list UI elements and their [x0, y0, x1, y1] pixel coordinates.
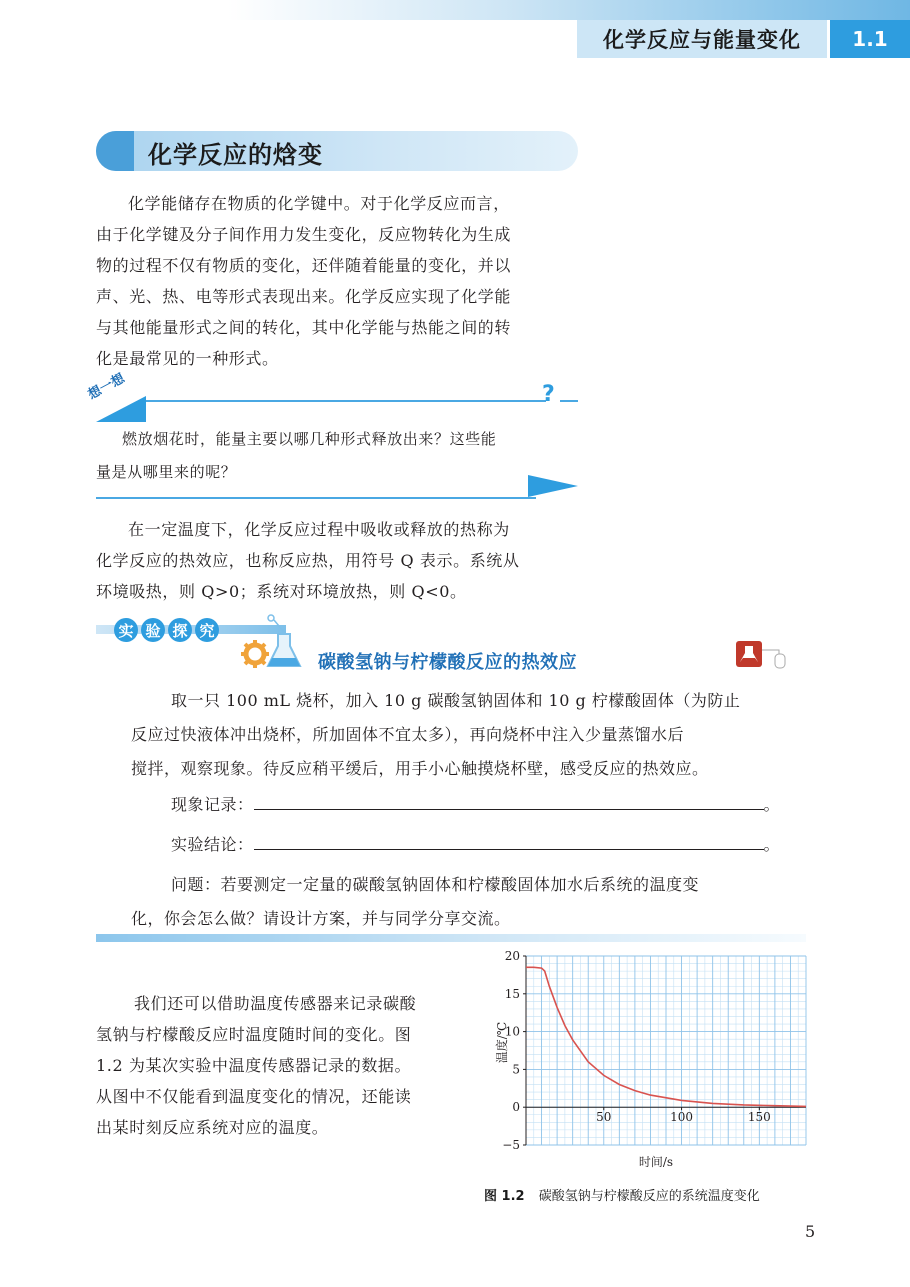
heat-line: 环境吸热，则 Q>0；系统对环境放热，则 Q<0。: [96, 582, 467, 601]
chapter-title: 化学反应与能量变化: [577, 20, 827, 58]
intro-line: 化是最常见的一种形式。: [96, 349, 279, 368]
experiment-line: 搅拌，观察现象。待反应稍平缓后，用手小心触摸烧杯壁，感受反应的热效应。: [131, 759, 709, 778]
experiment-question: [131, 868, 781, 936]
header-gradient-bar: [0, 0, 910, 20]
intro-paragraph: [96, 188, 578, 374]
heat-line: 在一定温度下，化学反应过程中吸收或释放的热称为: [128, 520, 510, 539]
temperature-chart: [470, 940, 820, 1175]
section-heading: [96, 131, 578, 171]
experiment-label-char: 验: [141, 618, 165, 642]
experiment-label-char: 实: [114, 618, 138, 642]
y-tick-label: 0: [512, 1100, 520, 1115]
arrow-right-icon: [528, 475, 578, 497]
chart-x-axis-label: 时间/s: [638, 1155, 674, 1169]
y-tick-label: 20: [504, 949, 520, 963]
heat-line: 化学反应的热效应，也称反应热，用符号 Q 表示。系统从: [96, 551, 520, 570]
x-tick-label: 100: [670, 1110, 694, 1125]
gear-flask-icon: [238, 612, 308, 672]
x-tick-label: 150: [747, 1110, 771, 1125]
page-number: 5: [805, 1222, 816, 1241]
intro-line: 由于化学键及分子间作用力发生变化，反应物转化为生成: [96, 225, 512, 244]
record-end-mark: 。: [763, 795, 781, 814]
conclusion-label: 实验结论：: [171, 835, 254, 854]
figure-caption: [484, 1185, 760, 1204]
y-tick-label: 5: [512, 1062, 520, 1077]
question-mark-icon: ?: [542, 382, 555, 407]
experiment-question-line: 化，你会怎么做？请设计方案，并与同学分享交流。: [131, 909, 511, 928]
figure-caption-text: 碳酸氢钠与柠檬酸反应的系统温度变化: [538, 1189, 760, 1204]
intro-line: 物的过程不仅有物质的变化，还伴随着能量的变化，并以: [96, 256, 512, 275]
think-line: 燃放烟花时，能量主要以哪几种形式释放出来？这些能: [122, 430, 497, 448]
intro-line: 与其他能量形式之间的转化，其中化学能与热能之间的转: [96, 318, 512, 337]
experiment-label-char: 究: [195, 618, 219, 642]
lab-safety-icon: [735, 640, 805, 670]
figure-number: 图 1.2: [484, 1189, 525, 1204]
y-tick-label: 15: [504, 986, 520, 1001]
sensor-line: 1.2 为某次实验中温度传感器记录的数据。: [96, 1056, 412, 1075]
sensor-line: 从图中不仅能看到温度变化的情况，还能读: [96, 1087, 412, 1106]
conclusion-end-mark: 。: [763, 835, 781, 854]
experiment-question-line: 问题：若要测定一定量的碳酸氢钠固体和柠檬酸固体加水后系统的温度变: [171, 875, 700, 894]
section-title: 化学反应的焓变: [148, 141, 323, 169]
sensor-line: 出某时刻反应系统对应的温度。: [96, 1118, 329, 1137]
gear-icon: [241, 640, 269, 668]
flask-icon: [268, 615, 300, 666]
think-top-rule: [146, 400, 546, 402]
chart-x-ticks: [596, 1107, 771, 1124]
experiment-title: 碳酸氢钠与柠檬酸反应的热效应: [318, 652, 577, 673]
intro-line: 化学能储存在物质的化学键中。对于化学反应而言，: [128, 194, 510, 213]
think-label: 想一想: [85, 371, 128, 403]
section-heading-accent: [96, 131, 134, 171]
record-blank-line: [254, 789, 764, 810]
sensor-paragraph: [96, 988, 466, 1143]
experiment-label-char: 探: [168, 618, 192, 642]
think-question: [96, 423, 578, 489]
heat-paragraph: [96, 514, 578, 607]
think-corner-triangle: [96, 396, 146, 422]
y-tick-label: 10: [504, 1024, 520, 1039]
x-tick-label: 50: [596, 1110, 612, 1125]
record-label: 现象记录：: [171, 795, 254, 814]
think-line: 量是从哪里来的呢？: [96, 463, 237, 481]
think-top-rule-end: [560, 400, 578, 402]
conclusion-row: [131, 828, 781, 862]
record-row: [131, 788, 781, 822]
think-bottom-rule: [96, 497, 536, 499]
sensor-line: 氢钠与柠檬酸反应时温度随时间的变化。图: [96, 1025, 412, 1044]
conclusion-blank-line: [254, 829, 764, 850]
intro-line: 声、光、热、电等形式表现出来。化学反应实现了化学能: [96, 287, 512, 306]
experiment-line: 反应过快液体冲出烧杯，所加固体不宜太多），再向烧杯中注入少量蒸馏水后: [131, 725, 685, 744]
chart-y-axis-label: 温度/℃: [495, 1021, 509, 1064]
experiment-line: 取一只 100 mL 烧杯，加入 10 g 碳酸氢钠固体和 10 g 柠檬酸固体（为防止: [171, 691, 741, 710]
experiment-procedure: [131, 684, 781, 786]
y-tick-label: −5: [502, 1138, 520, 1152]
section-number: 1.1: [830, 20, 910, 58]
sensor-line: 我们还可以借助温度传感器来记录碳酸: [134, 994, 417, 1013]
